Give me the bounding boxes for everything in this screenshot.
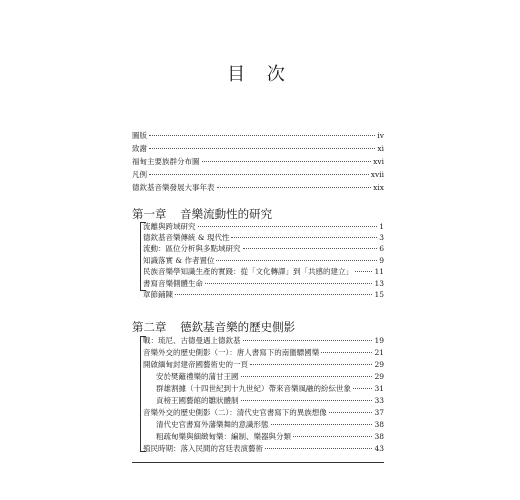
toc-entry-label: 知識落實 & 作者置位 bbox=[143, 256, 215, 265]
toc-entry-label: 開啟緬甸封建帝國藝術史的一頁 bbox=[143, 360, 248, 369]
toc-entry-label: 貢榜王國藝館的雛狀體制 bbox=[156, 396, 239, 405]
chapter-number: 第一章 bbox=[132, 207, 167, 221]
toc-entry-ch1-3[interactable] bbox=[143, 244, 384, 253]
toc-entry-page: 21 bbox=[374, 348, 384, 357]
toc-entry-label: 清代史官書寫外藩樂舞的意識形態 bbox=[156, 420, 269, 429]
dot-leader bbox=[271, 424, 373, 425]
toc-entry-ch2-3[interactable] bbox=[143, 360, 384, 369]
toc-entry-label: 德欽基音樂發展大事年表 bbox=[132, 183, 215, 192]
toc-entry-ch1-2[interactable] bbox=[143, 233, 384, 242]
dot-leader bbox=[205, 283, 372, 284]
dot-leader bbox=[149, 135, 375, 136]
toc-entry-front-3[interactable] bbox=[132, 157, 384, 166]
toc-entry-page: 1 bbox=[379, 222, 384, 231]
dot-leader bbox=[198, 226, 378, 227]
chapter-number: 第二章 bbox=[132, 320, 167, 334]
dot-leader bbox=[355, 271, 372, 272]
toc-entry-page: 19 bbox=[374, 336, 384, 345]
toc-entry-page: 38 bbox=[374, 420, 384, 429]
dot-leader bbox=[265, 448, 372, 449]
toc-entry-label: 安於樊籬禮樂的蒲甘王國 bbox=[156, 372, 239, 381]
toc-entry-label: 福甸主要族群分布圖 bbox=[132, 157, 200, 166]
toc-entry-front-5[interactable] bbox=[132, 183, 384, 192]
dot-leader bbox=[216, 260, 377, 261]
dot-leader bbox=[329, 412, 373, 413]
toc-entry-front-4[interactable] bbox=[132, 170, 384, 179]
chapter-bracket bbox=[140, 336, 141, 451]
toc-entry-page: 31 bbox=[374, 384, 384, 393]
toc-entry-page: xvi bbox=[373, 157, 384, 166]
toc-entry-ch1-7[interactable] bbox=[143, 290, 384, 299]
toc-entry-page: xix bbox=[373, 183, 384, 192]
toc-entry-label: 群雄割據（十四世紀到十九世紀）帶來音樂風融的紛紜世象 bbox=[156, 384, 351, 393]
toc-entry-page: 29 bbox=[374, 360, 384, 369]
bottom-rule bbox=[132, 462, 384, 463]
toc-entry-label: 流動：區位分析與多點域研究 bbox=[143, 244, 241, 253]
toc-entry-ch1-4[interactable] bbox=[143, 256, 384, 265]
toc-entry-label: 德欽基音樂傳統 & 現代性 bbox=[143, 233, 230, 242]
dot-leader bbox=[149, 174, 369, 175]
dot-leader bbox=[353, 388, 372, 389]
toc-entry-label: 凡例 bbox=[132, 170, 147, 179]
toc-entry-label: 戰：琉尼、古德曼遇上德欽基 bbox=[143, 336, 241, 345]
toc-entry-page: 38 bbox=[374, 432, 384, 441]
toc-entry-label: 粗疏甸樂與細緻甸樂：編制、樂器與分類 bbox=[156, 432, 291, 441]
chapter-1-heading[interactable] bbox=[132, 206, 272, 222]
dot-leader bbox=[241, 376, 373, 377]
toc-entry-page: xvii bbox=[370, 170, 384, 179]
toc-entry-ch2-2[interactable] bbox=[143, 348, 384, 357]
toc-entry-page: 29 bbox=[374, 372, 384, 381]
toc-entry-front-1[interactable] bbox=[132, 131, 384, 140]
toc-entry-page: iv bbox=[377, 131, 384, 140]
toc-entry-page: 33 bbox=[374, 396, 384, 405]
dot-leader bbox=[250, 364, 372, 365]
page-title: 目 次 bbox=[227, 64, 293, 85]
toc-entry-ch2-5[interactable] bbox=[156, 384, 384, 393]
toc-entry-label: 殖民時期：落入民間的宮廷表演藝術 bbox=[143, 444, 263, 453]
toc-entry-ch2-7[interactable] bbox=[143, 408, 384, 417]
toc-entry-label: 音樂外交的歷史側影（二）：清代史官書寫下的異族想像 bbox=[143, 408, 327, 417]
toc-entry-label: 圖版 bbox=[132, 131, 147, 140]
chapter-title: 德欽基音樂的歷史側影 bbox=[180, 320, 296, 334]
toc-entry-label: 書寫音樂側體生命 bbox=[143, 279, 203, 288]
toc-entry-ch1-5[interactable] bbox=[143, 267, 384, 276]
toc-entry-page: 13 bbox=[374, 279, 384, 288]
chapter-bracket bbox=[140, 222, 141, 290]
toc-entry-label: 流離與跨域研究 bbox=[143, 222, 196, 231]
dot-leader bbox=[175, 294, 372, 295]
toc-entry-label: 音樂外交的歷史側影（一）：唐人書寫下的南蠻驃國樂 bbox=[143, 348, 320, 357]
toc-entry-ch1-1[interactable] bbox=[143, 222, 384, 231]
dot-leader bbox=[321, 352, 372, 353]
dot-leader bbox=[149, 148, 375, 149]
toc-entry-page: 3 bbox=[379, 233, 384, 242]
dot-leader bbox=[231, 237, 377, 238]
dot-leader bbox=[217, 187, 372, 188]
toc-entry-page: xi bbox=[377, 144, 384, 153]
toc-entry-ch2-4[interactable] bbox=[156, 372, 384, 381]
chapter-title: 音樂流動性的研究 bbox=[180, 207, 273, 221]
dot-leader bbox=[243, 248, 378, 249]
toc-entry-front-2[interactable] bbox=[132, 144, 384, 153]
toc-entry-label: 民族音樂學知識生產的實踐：從「文化轉譯」到「共感的建立」 bbox=[143, 267, 353, 276]
toc-entry-label: 致謝 bbox=[132, 144, 147, 153]
dot-leader bbox=[241, 400, 373, 401]
chapter-2-heading[interactable] bbox=[132, 319, 295, 335]
toc-entry-page: 9 bbox=[379, 256, 384, 265]
toc-entry-page: 6 bbox=[379, 244, 384, 253]
toc-entry-page: 11 bbox=[374, 267, 384, 276]
toc-entry-label: 章節鋪陳 bbox=[143, 290, 173, 299]
toc-entry-page: 15 bbox=[374, 290, 384, 299]
toc-entry-page: 43 bbox=[374, 444, 384, 453]
dot-leader bbox=[202, 161, 372, 162]
dot-leader bbox=[293, 436, 372, 437]
toc-entry-ch2-10[interactable] bbox=[143, 444, 384, 453]
toc-entry-ch2-9[interactable] bbox=[156, 432, 384, 441]
toc-entry-ch1-6[interactable] bbox=[143, 279, 384, 288]
toc-entry-ch2-8[interactable] bbox=[156, 420, 384, 429]
dot-leader bbox=[243, 340, 373, 341]
toc-entry-ch2-6[interactable] bbox=[156, 396, 384, 405]
toc-entry-page: 37 bbox=[374, 408, 384, 417]
toc-entry-ch2-1[interactable] bbox=[143, 336, 384, 345]
